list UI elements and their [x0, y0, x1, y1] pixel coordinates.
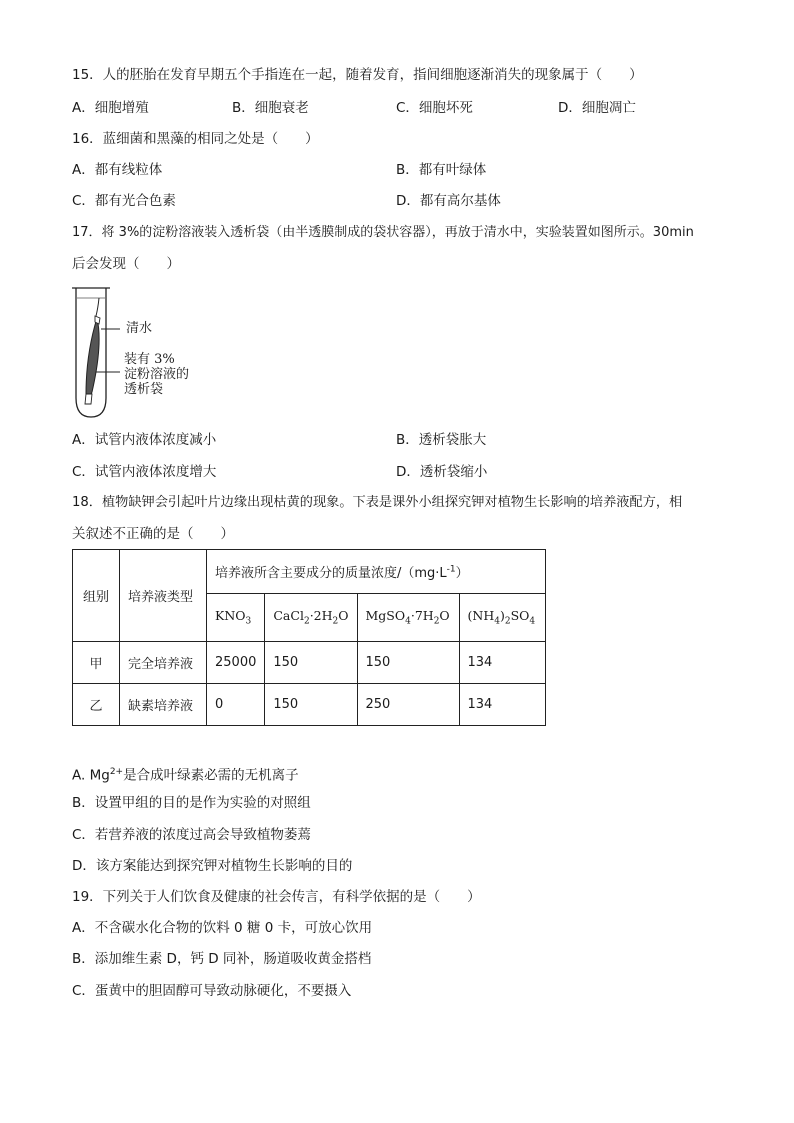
header-kno3: $KNO_3$ — [207, 594, 265, 642]
q16-option-d: D．都有高尔基体 — [396, 193, 501, 209]
header-concentration: 培养液所含主要成分的质量浓度$/(mg\cdot L^{-1})$ — [207, 550, 546, 594]
nutrient-table — [72, 549, 546, 726]
q16-stem: 16．蓝细菌和黑藻的相同之处是（ ） — [72, 131, 319, 147]
table-row: 甲 完全培养液 25000 150 150 134 — [73, 642, 546, 684]
dialysis-figure — [68, 284, 218, 424]
q19-option-c: C．蛋黄中的胆固醇可导致动脉硬化，不要摄入 — [72, 983, 352, 999]
q18-option-b: B．设置甲组的目的是作为实验的对照组 — [72, 795, 311, 811]
q17-stem-line2: 后会发现（ ） — [72, 256, 180, 272]
q18-option-d: D．该方案能达到探究钾对植物生长影响的目的 — [72, 858, 353, 874]
q18-stem-line1: 18．植物缺钾会引起叶片边缘出现枯黄的现象。下表是课外小组探究钾对植物生长影响的培养液配方，相 — [72, 495, 683, 510]
q15-option-d: D．细胞凋亡 — [558, 100, 636, 116]
q17-option-b: B．透析袋胀大 — [396, 432, 487, 448]
q15-stem: 15．人的胚胎在发育早期五个手指连在一起，随着发育，指间细胞逐渐消失的现象属于（ ） — [72, 67, 643, 83]
q15-option-c: C．细胞坏死 — [396, 100, 473, 116]
q18-stem-line2: 关叙述不正确的是（ ） — [72, 526, 234, 542]
q15-option-b: B．细胞衰老 — [232, 100, 309, 116]
q17-option-a: A．试管内液体浓度减小 — [72, 432, 217, 448]
q17-stem-line1: 17．将 3%的淀粉溶液装入透析袋（由半透膜制成的袋状容器），再放于清水中，实验装置如图所示。30min — [72, 225, 694, 240]
header-mgso4: $MgSO_4\cdot 7H_2O$ — [357, 594, 459, 642]
q15-option-a: A．细胞增殖 — [72, 100, 149, 116]
header-type: 培养液类型 — [120, 550, 207, 642]
header-group: 组别 — [73, 550, 120, 642]
q17-option-c: C．试管内液体浓度增大 — [72, 464, 217, 480]
label-bag-line1: 装有 3% — [124, 352, 175, 367]
table-row: 乙 缺素培养液 0 150 250 134 — [73, 684, 546, 726]
q16-option-a: A．都有线粒体 — [72, 162, 163, 178]
q18-option-a: A. $Mg^{2+}$是合成叶绿素必需的无机离子 — [72, 767, 299, 784]
q16-option-b: B．都有叶绿体 — [396, 162, 487, 178]
label-bag-line3: 透析袋 — [124, 382, 164, 397]
label-water: 清水 — [126, 321, 153, 336]
q19-option-a: A．不含碳水化合物的饮料 0 糖 0 卡，可放心饮用 — [72, 920, 373, 936]
header-nh4so4: $(NH_4)_2SO_4$ — [459, 594, 545, 642]
header-cacl2: $CaCl_2\cdot 2H_2O$ — [265, 594, 357, 642]
q18-option-c: C．若营养液的浓度过高会导致植物萎蔫 — [72, 827, 311, 843]
q19-stem: 19．下列关于人们饮食及健康的社会传言，有科学依据的是（ ） — [72, 889, 481, 905]
label-bag-line2: 淀粉溶液的 — [124, 367, 190, 382]
q17-option-d: D．透析袋缩小 — [396, 464, 488, 480]
q19-option-b: B．添加维生素 D，钙 D 同补，肠道吸收黄金搭档 — [72, 951, 372, 967]
q16-option-c: C．都有光合色素 — [72, 193, 176, 209]
